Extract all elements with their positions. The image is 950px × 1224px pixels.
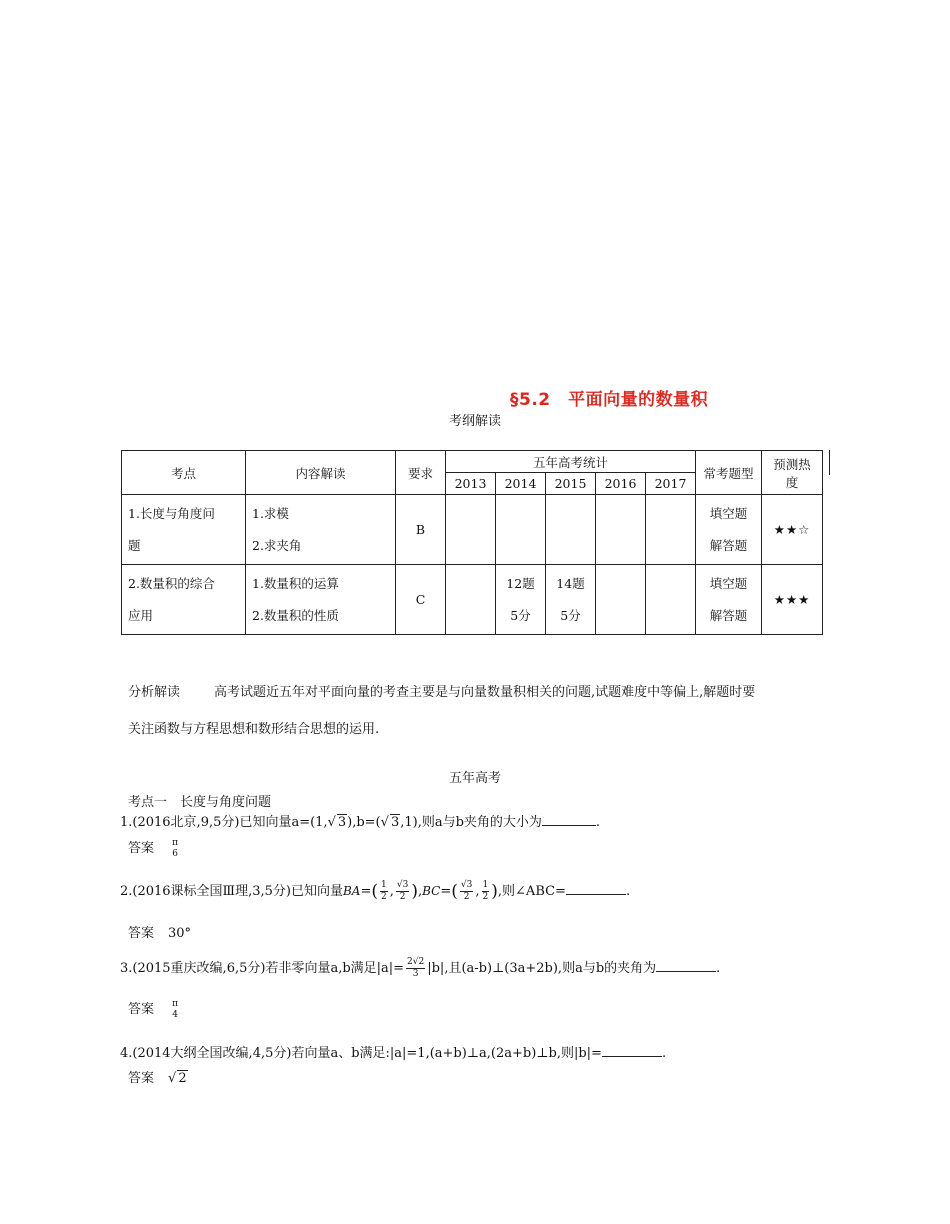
row-year-cell [596, 565, 646, 635]
analysis-label: 分析解读 [128, 685, 181, 700]
problem-1: 1.(2016北京,9,5分)已知向量a=(1,√ 3),b=(√ 3,1),则a与b夹角的大小为 . [120, 815, 601, 830]
five-years-heading: 五年高考 [448, 771, 501, 786]
answer-4 [128, 1067, 188, 1086]
answer-value: 30° [168, 926, 192, 941]
row-year-cell [546, 495, 596, 565]
answer-label: 答案 [128, 841, 155, 856]
row-year-cell: 12题 5分 [496, 565, 546, 635]
row-types: 填空题 解答题 [696, 495, 762, 565]
answer-blank [602, 1046, 662, 1057]
header-content: 内容解读 [246, 451, 396, 495]
analysis-line-2: 关注函数与方程思想和数形结合思想的运用. [128, 722, 380, 737]
outline-table [121, 450, 823, 635]
answer-blank [542, 815, 596, 826]
answer-label: 答案 [128, 1071, 155, 1086]
row-types: 填空题 解答题 [696, 565, 762, 635]
answer-1 [128, 837, 180, 860]
row-year-cell [596, 495, 646, 565]
row-year-cell [496, 495, 546, 565]
row-heat: ★★☆ [762, 495, 823, 565]
answer-blank [566, 884, 626, 895]
year-header: 2016 [596, 473, 646, 495]
problem-2: 2.(2016课标全国Ⅲ理,3,5分)已知向量BA=( $\frac{1}{2}$ , $\frac{√3}{2}$ ),BC=( $\frac{√3}{2}$ , $\frac{1}{2}$ ),则∠ABC= . [120, 880, 631, 902]
header-point: 考点 [122, 451, 246, 495]
analysis-line-1 [128, 681, 755, 700]
row-year-cell [446, 495, 496, 565]
row-year-cell [646, 565, 696, 635]
year-header: 2014 [496, 473, 546, 495]
row-year-cell [446, 565, 496, 635]
answer-value: √ 2 [168, 1071, 187, 1086]
row-point: 1.长度与角度问 题 [122, 495, 246, 565]
row-requirement: C [396, 565, 446, 635]
table-edge-mark [829, 450, 830, 475]
table-row [122, 565, 823, 635]
page-title: §5.2 平面向量的数量积 [510, 390, 709, 410]
year-header: 2017 [646, 473, 696, 495]
answer-3 [128, 998, 180, 1021]
row-requirement: B [396, 495, 446, 565]
header-stats: 五年高考统计 [446, 451, 696, 473]
row-content: 1.求模 2.求夹角 [246, 495, 396, 565]
answer-fraction: π 4 [172, 998, 179, 1020]
row-heat: ★★★ [762, 565, 823, 635]
answer-blank [656, 961, 716, 972]
row-year-cell [646, 495, 696, 565]
answer-label: 答案 [128, 926, 155, 941]
header-heat: 预测热度 [762, 451, 823, 495]
outline-subtitle: 考纲解读 [448, 414, 501, 429]
topic-heading: 考点一 长度与角度问题 [128, 795, 272, 810]
answer-label: 答案 [128, 1002, 155, 1017]
answer-2 [128, 922, 191, 941]
year-header: 2013 [446, 473, 496, 495]
row-point: 2.数量积的综合 应用 [122, 565, 246, 635]
problem-3: 3.(2015重庆改编,6,5分)若非零向量a,b满足|a|= $\frac{2√2}{3}$ |b|,且(a-b)⊥(3a+2b),则a与b的夹角为 . [120, 957, 721, 979]
year-header: 2015 [546, 473, 596, 495]
header-requirement: 要求 [396, 451, 446, 495]
analysis-text: 高考试题近五年对平面向量的考查主要是与向量数量积相关的问题,试题难度中等偏上,解题时要 [214, 685, 756, 700]
row-year-cell: 14题 5分 [546, 565, 596, 635]
header-types: 常考题型 [696, 451, 762, 495]
table-row [122, 495, 823, 565]
row-content: 1.数量积的运算 2.数量积的性质 [246, 565, 396, 635]
answer-fraction: π 6 [172, 837, 179, 859]
problem-4: 4.(2014大纲全国改编,4,5分)若向量a、b满足:|a|=1,(a+b)⊥a,(2a+b)⊥b,则|b|= . [120, 1046, 667, 1061]
